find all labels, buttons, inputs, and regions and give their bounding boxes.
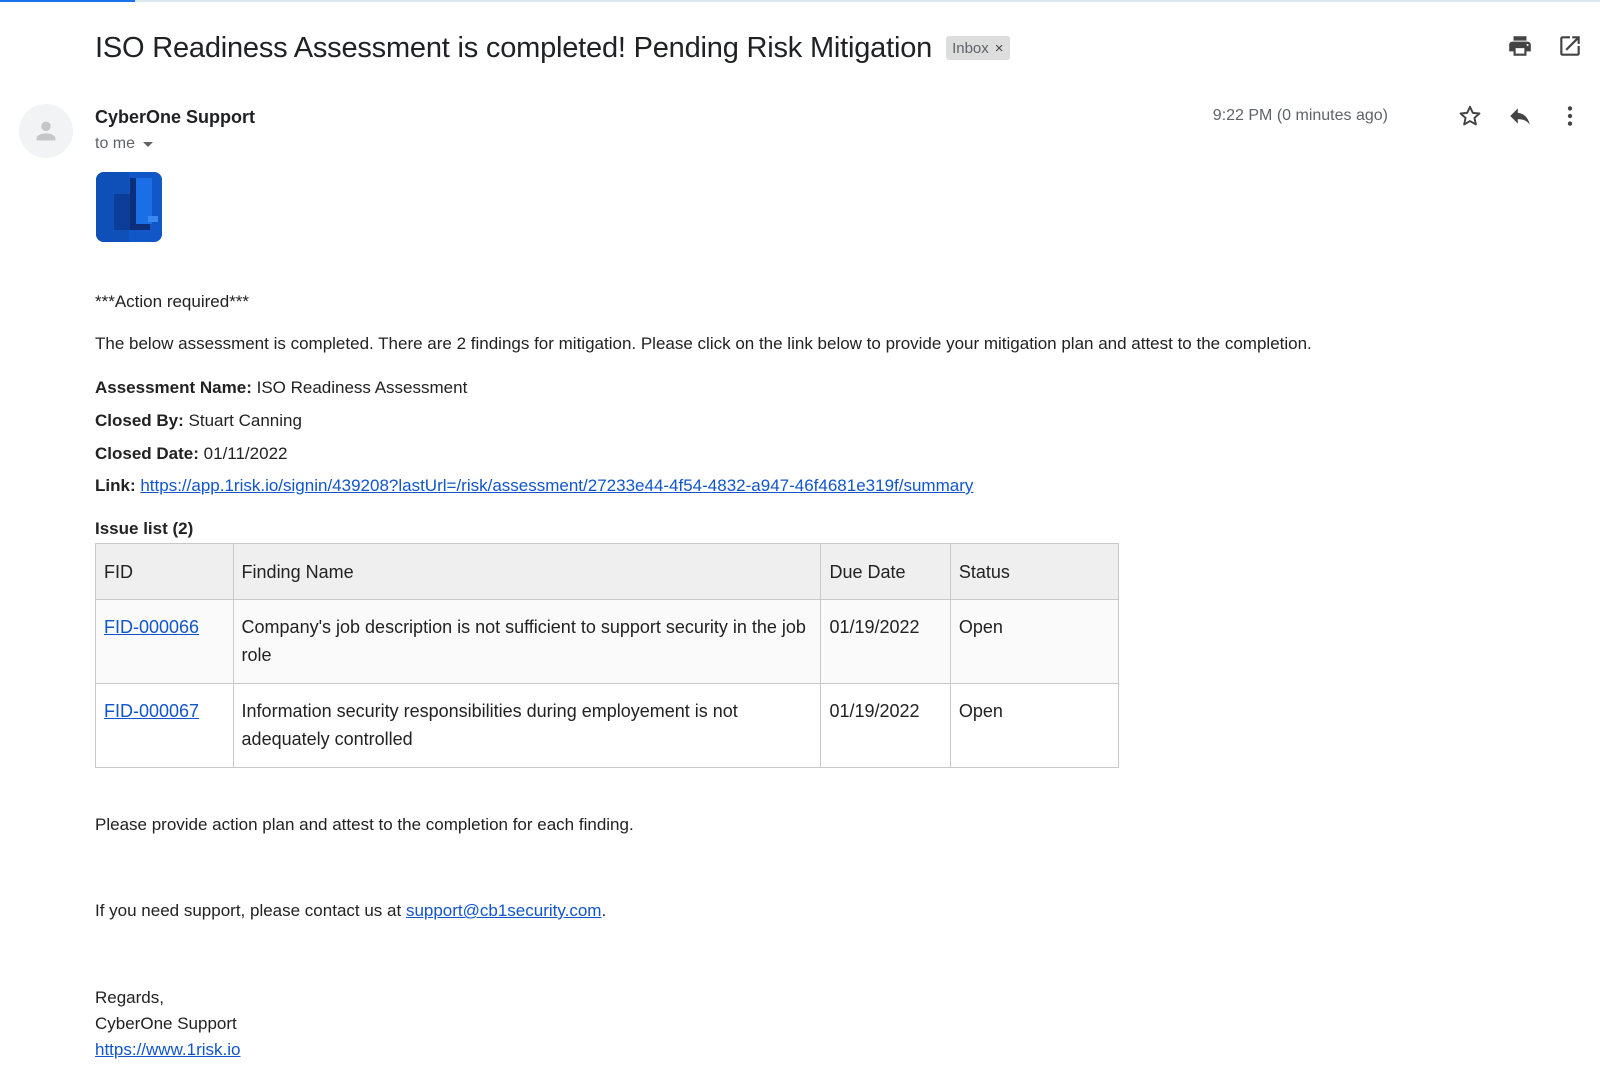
reply-icon[interactable] — [1506, 102, 1534, 130]
issue-list-title: Issue list (2) — [95, 519, 194, 538]
remove-label-button[interactable]: × — [994, 39, 1004, 57]
due-date-cell: 01/19/2022 — [821, 684, 950, 768]
status-cell: Open — [950, 684, 1118, 768]
table-row — [96, 600, 1119, 684]
open-in-new-window-icon[interactable] — [1556, 32, 1584, 60]
label-chip-text: Inbox — [952, 39, 989, 57]
column-header-status: Status — [950, 544, 1118, 600]
finding-name-cell: Information security responsibilities during employement is not adequately controlled — [233, 684, 821, 768]
website-link[interactable]: https://www.1risk.io — [95, 1040, 241, 1059]
loading-bar — [0, 0, 1600, 2]
thread-actions — [1506, 32, 1584, 60]
star-icon[interactable] — [1456, 102, 1484, 130]
more-vert-icon[interactable] — [1556, 102, 1584, 130]
assessment-link-line — [95, 474, 973, 498]
fid-cell — [96, 600, 234, 684]
action-required-text: ***Action required*** — [95, 292, 250, 311]
closed-date-label: Closed Date: — [95, 444, 199, 463]
column-header-due-date: Due Date — [821, 544, 950, 600]
fid-link[interactable]: FID-000067 — [104, 701, 200, 721]
closed-date-value: 01/11/2022 — [203, 444, 288, 463]
support-email-link[interactable]: support@cb1security.com — [405, 901, 602, 920]
action-plan-text: Please provide action plan and attest to the completion for each finding. — [95, 815, 634, 834]
signature-name: CyberOne Support — [95, 1014, 237, 1033]
chevron-down-icon — [143, 142, 153, 147]
assessment-name-line — [95, 376, 467, 400]
avatar[interactable] — [19, 104, 73, 158]
status-cell: Open — [950, 600, 1118, 684]
table-row — [96, 684, 1119, 768]
due-date-cell: 01/19/2022 — [821, 600, 950, 684]
assessment-name-value: ISO Readiness Assessment — [256, 378, 468, 397]
closed-by-line — [95, 409, 302, 433]
label-chip-inbox[interactable] — [946, 36, 1009, 60]
closed-by-value: Stuart Canning — [188, 411, 302, 430]
sender-name[interactable]: CyberOne Support — [95, 107, 256, 127]
table-header-row — [96, 544, 1119, 600]
1risk-logo — [96, 172, 162, 242]
intro-text: The below assessment is completed. There are 2 findings for mitigation. Please click on the link below to provide your mitigation plan and attest to the completion. — [95, 334, 1312, 353]
person-icon — [32, 117, 60, 145]
link-label: Link: — [95, 476, 136, 495]
closed-date-line — [95, 442, 287, 466]
regards-text: Regards, — [95, 988, 164, 1007]
timestamp: 9:22 PM (0 minutes ago) — [1212, 107, 1388, 124]
fid-link[interactable]: FID-000066 — [104, 617, 200, 637]
recipient-details-toggle[interactable] — [95, 135, 153, 153]
closed-by-label: Closed By: — [95, 411, 184, 430]
finding-name-cell: Company's job description is not sufficient to support security in the job role — [233, 600, 821, 684]
support-text: If you need support, please contact us at — [95, 901, 402, 920]
column-header-finding-name: Finding Name — [233, 544, 821, 600]
subject-row — [95, 28, 1010, 68]
column-header-fid: FID — [96, 544, 234, 600]
print-icon[interactable] — [1506, 32, 1534, 60]
recipient-text: to me — [95, 135, 136, 152]
assessment-link[interactable]: https://app.1risk.io/signin/439208?lastUrl=/risk/assessment/27233e44-4f54-4832-a947-46f4681e319f/summary — [140, 476, 974, 495]
email-subject: ISO Readiness Assessment is completed! Pending Risk Mitigation — [95, 31, 933, 64]
issue-table — [95, 543, 1119, 768]
message-actions — [1456, 102, 1584, 130]
support-line — [95, 899, 606, 923]
support-suffix: . — [601, 901, 607, 920]
fid-cell — [96, 684, 234, 768]
signature-block — [95, 985, 241, 1063]
assessment-name-label: Assessment Name: — [95, 378, 252, 397]
